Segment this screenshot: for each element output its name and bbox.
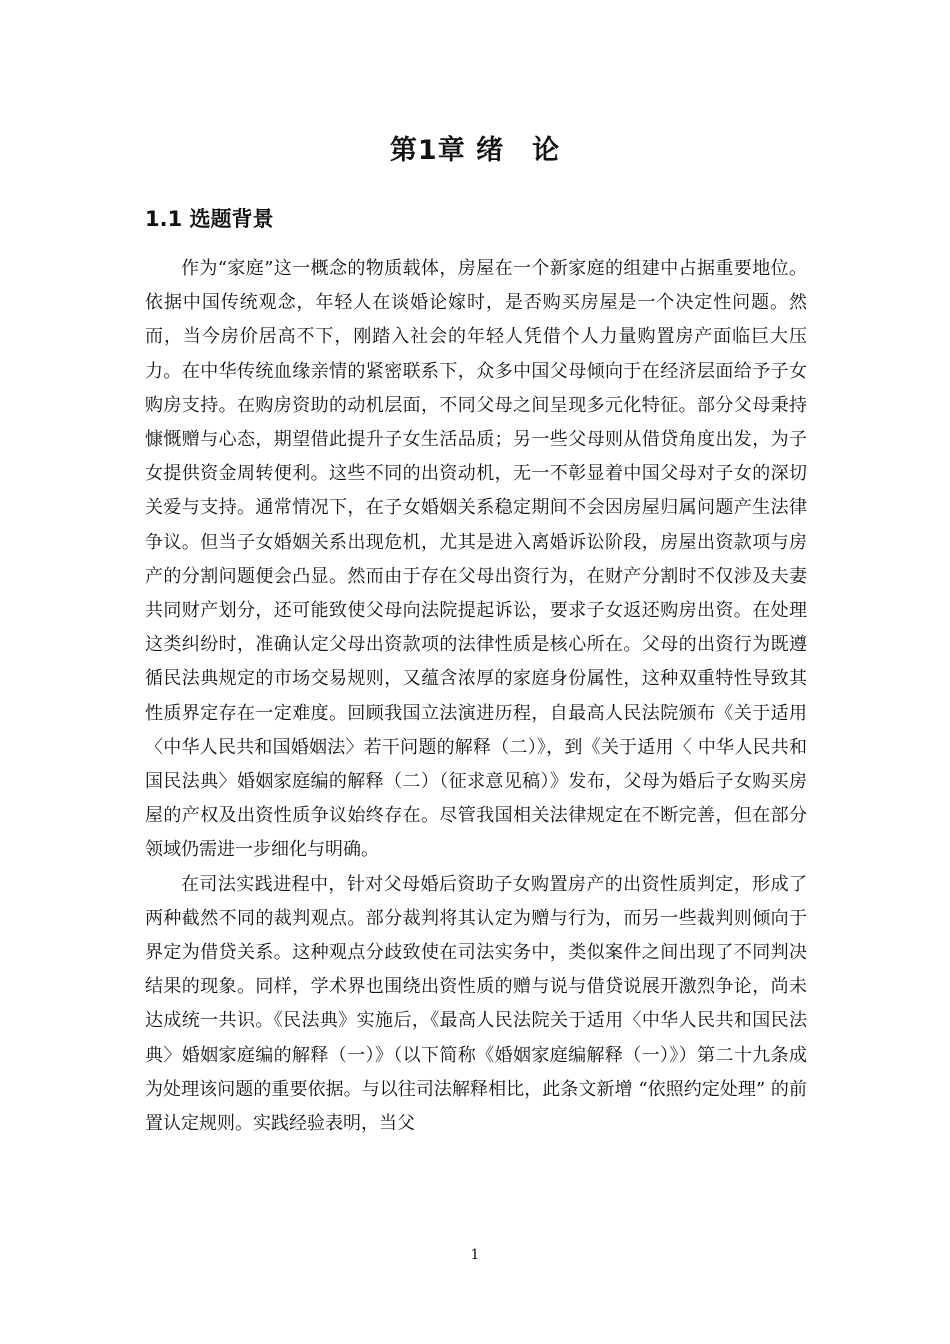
section-heading: 1.1 选题背景 [145, 207, 274, 231]
body-text [145, 252, 807, 1141]
page-number: 1 [470, 1247, 480, 1263]
chapter-title: 第1章 绪 论 [389, 135, 561, 166]
paragraph: 作为“家庭”这一概念的物质载体，房屋在一个新家庭的组建中占据重要地位。依据中国传统观念，年轻人在谈婚论嫁时，是否购买房屋是一个决定性问题。然而，当今房价居高不下，刚踏入社会的年轻人凭借个人力量购置房产面临巨大压力。在中华传统血缘亲情的紧密联系下，众多中国父母倾向于在经济层面给予子女购房支持。在购房资助的动机层面，不同父母之间呈现多元化特征。部分父母秉持慷慨赠与心态，期望借此提升子女生活品质；另一些父母则从借贷角度出发，为子女提供资金周转便利。这些不同的出资动机，无一不彰显着中国父母对子女的深切关爱与支持。通常情况下，在子女婚姻关系稳定期间不会因房屋归属问题产生法律争议。但当子女婚姻关系出现危机，尤其是进入离婚诉讼阶段，房屋出资款项与房产的分割问题便会凸显。然而由于存在父母出资行为，在财产分割时不仅涉及夫妻共同财产划分，还可能致使父母向法院提起诉讼，要求子女返还购房出资。在处理这类纠纷时，准确认定父母出资款项的法律性质是核心所在。父母的出资行为既遵循民法典规定的市场交易规则，又蕴含浓厚的家庭身份属性，这种双重特性导致其性质界定存在一定难度。回顾我国立法演进历程，自最高人民法院颁布《关于适用〈中华人民共和国婚姻法〉若干问题的解释（二）》，到《关于适用〈 中华人民共和国民法典〉婚姻家庭编的解释（二）（征求意见稿）》发布，父母为婚后子女购买房屋的产权及出资性质争议始终存在。尽管我国相关法律规定在不断完善，但在部分领域仍需进一步细化与明确。 [145, 258, 807, 861]
paragraph: 在司法实践进程中，针对父母婚后资助子女购置房产的出资性质判定，形成了两种截然不同的裁判观点。部分裁判将其认定为赠与行为，而另一些裁判则倾向于界定为借贷关系。这种观点分歧致使在司法实务中，类似案件之间出现了不同判决结果的现象。同样，学术界也围绕出资性质的赠与说与借贷说展开激烈争论，尚未达成统一共识。《民法典》实施后，《最高人民法院关于适用〈中华人民共和国民法典〉婚姻家庭编的解释（一）》（以下简称《婚姻家庭编解释（一）》）第二十九条成为处理该问题的重要依据。与以往司法解释相比，此条文新增 “依照约定处理” 的前置认定规则。实践经验表明，当父 [145, 873, 807, 1135]
